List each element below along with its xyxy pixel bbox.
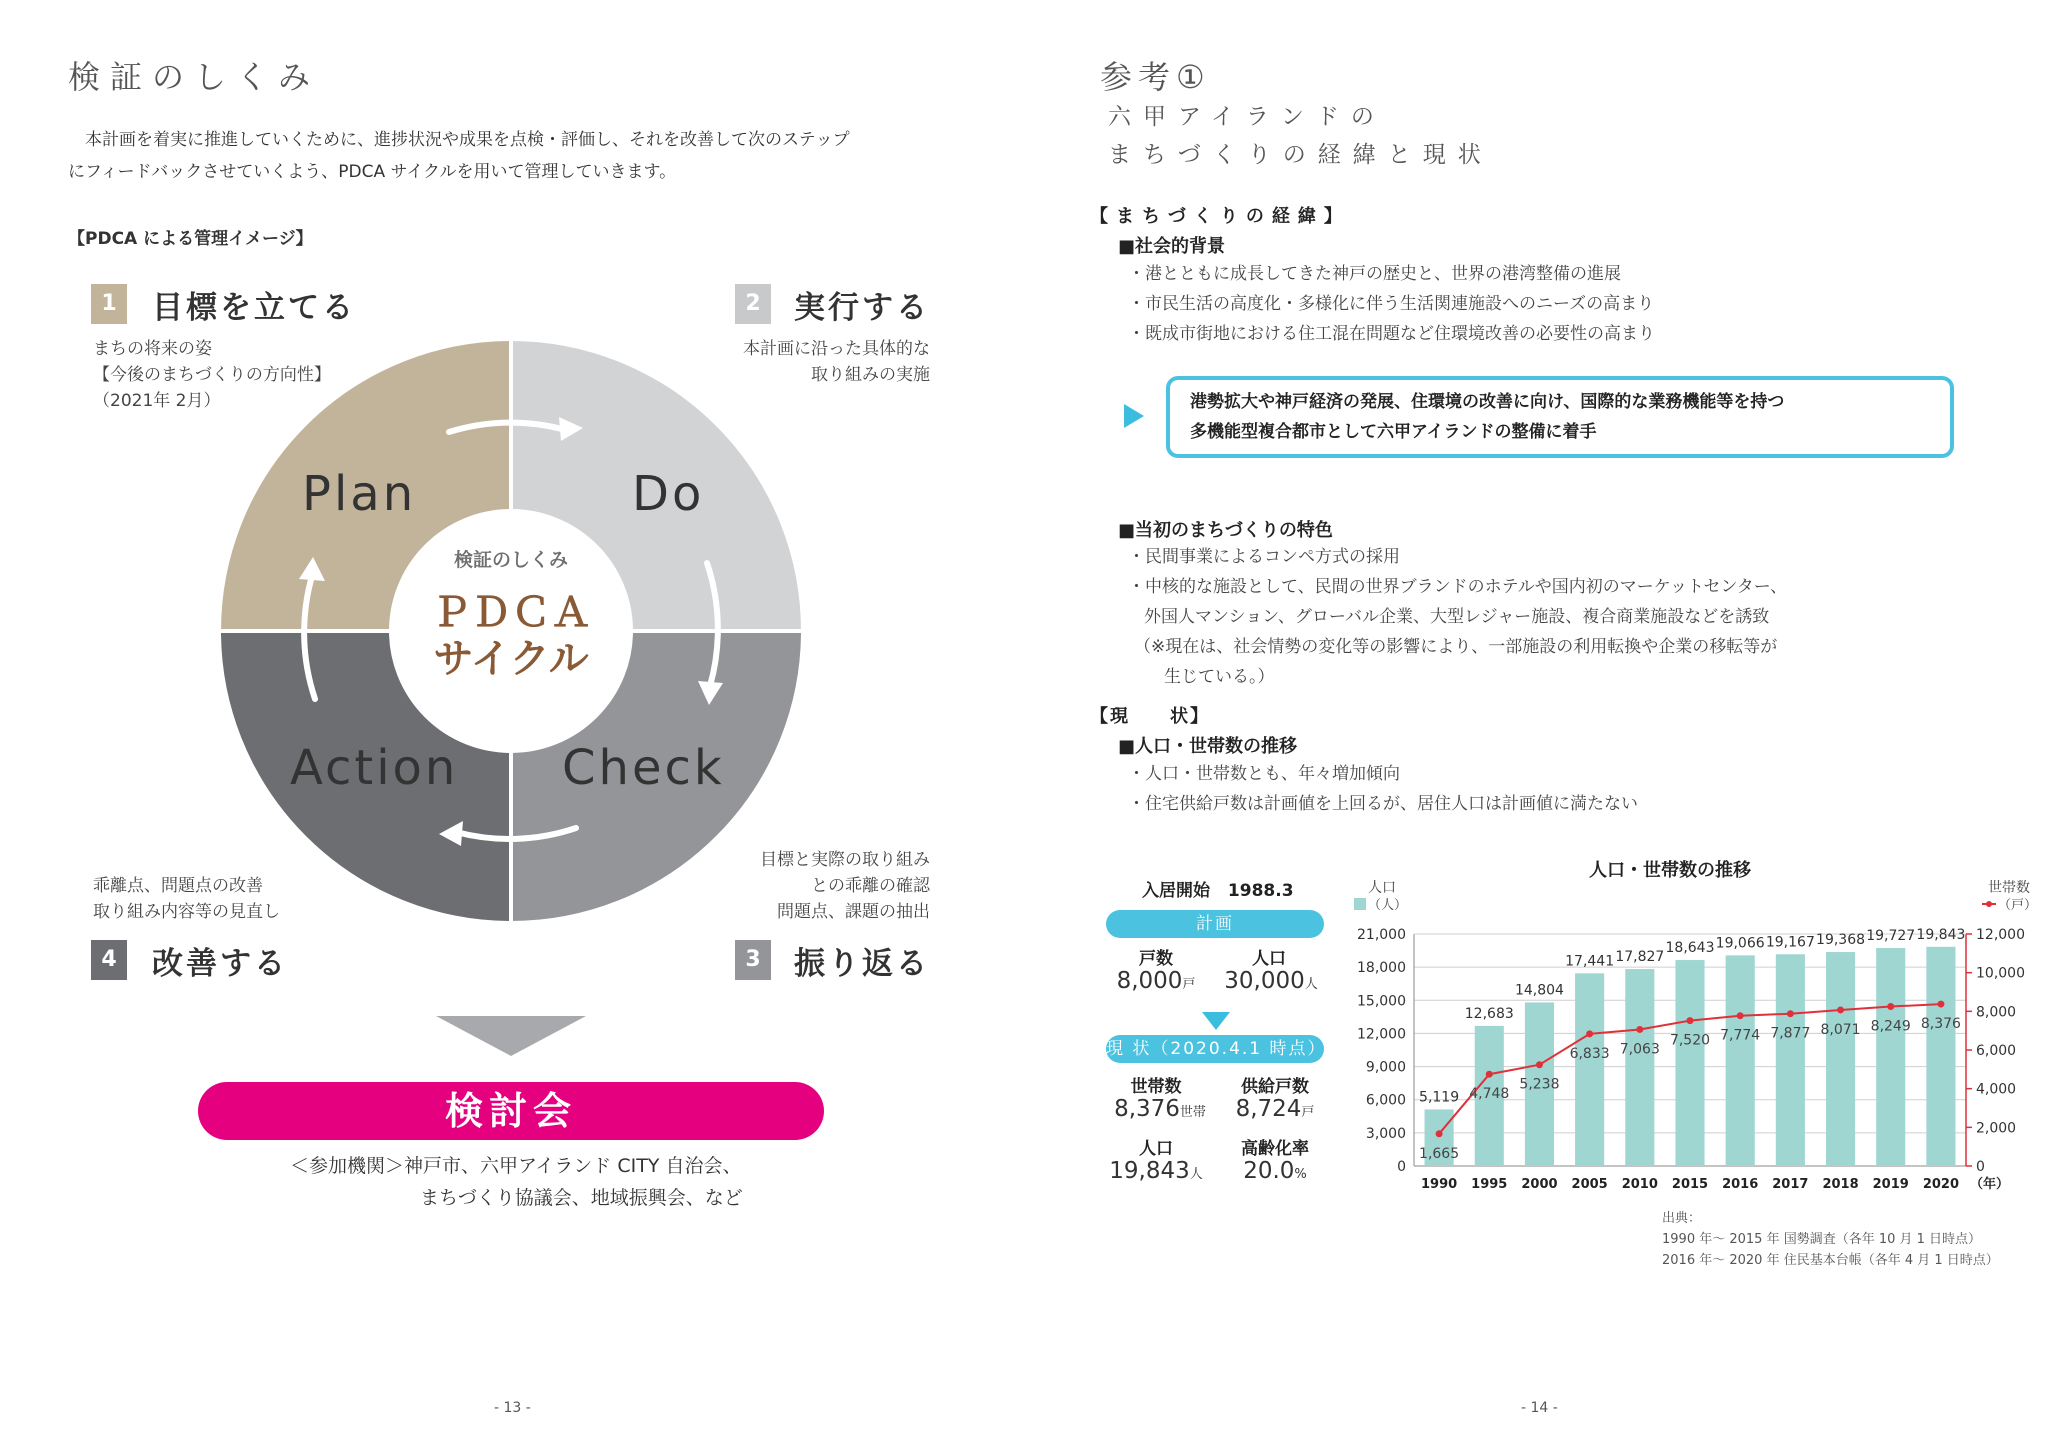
callout-line-2: 多機能型複合都市として六甲アイランドの整備に着手: [1190, 422, 1597, 442]
plan-label: Plan: [302, 466, 417, 522]
move-in-label: 入居開始: [1142, 881, 1210, 901]
unit: 人: [1304, 977, 1318, 992]
current-pill: 現 状（2020.4.1 時点）: [1106, 1035, 1324, 1063]
bar: [1625, 969, 1654, 1166]
step-3-desc-line: 問題点、課題の抽出: [777, 902, 930, 922]
x-tick-label: 2017: [1772, 1177, 1809, 1192]
list-item: ・既成市街地における住工混在問題など住環境改善の必要性の高まり: [1128, 324, 1655, 344]
line-value-label: 8,249: [1870, 1018, 1911, 1035]
bar-value-label: 17,827: [1615, 949, 1665, 966]
list-item: ・市民生活の高度化・多様化に伴う生活関連施設へのニーズの高まり: [1128, 294, 1655, 314]
x-tick-label: 2000: [1521, 1177, 1558, 1192]
y-right-tick-label: 2,000: [1976, 1120, 2017, 1137]
y-right-unit: （戸）: [1998, 898, 2038, 913]
line-point: [1536, 1061, 1543, 1068]
line-point: [1937, 1001, 1944, 1008]
subtitle-line-1: 六甲アイランドの: [1108, 104, 1386, 130]
step-4-desc-line: 乖離点、問題点の改善: [93, 876, 263, 896]
step-2-number: 2: [735, 284, 771, 324]
aging-rate-label: 高齢化率: [1241, 1139, 1309, 1159]
center-subtitle: 検証のしくみ: [453, 549, 568, 571]
list-item: ・港とともに成長してきた神戸の歴史と、世界の港湾整備の進展: [1128, 264, 1621, 284]
bar-value-label: 19,727: [1866, 928, 1916, 945]
line-point: [1486, 1071, 1493, 1078]
y-left-tick-label: 18,000: [1357, 960, 1406, 977]
pdca-heading: 【PDCA による管理イメージ】: [68, 229, 313, 249]
bar: [1776, 954, 1805, 1166]
value: 19,843: [1109, 1158, 1190, 1184]
population-heading: ■人口・世帯数の推移: [1118, 736, 1298, 757]
chart-title: 人口・世帯数の推移: [1589, 860, 1751, 881]
do-label: Do: [632, 466, 705, 522]
page-title-left: 検証のしくみ: [68, 58, 321, 96]
page-number-left: - 13 -: [494, 1400, 531, 1416]
line-point: [1586, 1030, 1593, 1037]
step-3-number: 3: [735, 940, 771, 980]
center-title-line-2: サイクル: [433, 636, 589, 682]
bar: [1575, 973, 1604, 1166]
bar-value-label: 19,368: [1816, 932, 1866, 949]
x-tick-label: 2005: [1571, 1177, 1608, 1192]
line-value-label: 7,520: [1669, 1032, 1711, 1049]
y-left-label: 人口: [1368, 880, 1396, 896]
move-in-value: 1988.3: [1227, 881, 1294, 901]
list-item: ・中核的な施設として、民間の世界ブランドのホテルや国内初のマーケットセンター、: [1128, 577, 1788, 597]
bar: [1876, 948, 1905, 1166]
y-right-tick-label: 8,000: [1976, 1004, 2017, 1021]
subtitle-line-2: まちづくりの経緯と現状: [1108, 142, 1493, 168]
line-value-label: 5,238: [1519, 1076, 1560, 1093]
x-tick-label: 2016: [1722, 1177, 1759, 1192]
bar-value-label: 19,843: [1916, 926, 1966, 943]
x-tick-label: 2010: [1621, 1177, 1658, 1192]
x-tick-label: 2019: [1872, 1177, 1909, 1192]
line-value-label: 1,665: [1419, 1145, 1460, 1162]
y-right-tick-label: 10,000: [1976, 965, 2025, 982]
step-4-desc-line: 取り組み内容等の見直し: [93, 902, 280, 922]
value: 30,000: [1224, 968, 1305, 994]
unit: 戸: [1301, 1105, 1315, 1120]
x-tick-label: 1990: [1420, 1177, 1458, 1192]
value: 8,724: [1235, 1096, 1302, 1122]
step-2-title: 実行する: [794, 290, 930, 326]
current-population-label: 人口: [1139, 1139, 1173, 1159]
list-item: ・民間事業によるコンペ方式の採用: [1128, 547, 1400, 567]
bar-value-label: 19,167: [1765, 934, 1815, 951]
unit: %: [1294, 1167, 1307, 1182]
x-axis-label: （年）: [1970, 1177, 2010, 1192]
line-value-label: 6,833: [1569, 1045, 1610, 1062]
source-note: [1662, 1208, 1999, 1271]
bar: [1675, 960, 1704, 1166]
current-heading: 【現 状】: [1090, 706, 1210, 727]
bar-value-label: 12,683: [1464, 1005, 1514, 1022]
y-right-label: 世帯数: [1988, 880, 2030, 896]
callout-line-1: 港勢拡大や神戸経済の発展、住環境の改善に向け、国際的な業務機能等を持つ: [1190, 392, 1785, 412]
bar-value-label: 5,119: [1419, 1089, 1460, 1106]
step-3-desc-line: 目標と実際の取り組み: [760, 850, 930, 870]
line-value-label: 8,071: [1820, 1021, 1861, 1038]
step-4-number: 4: [91, 940, 127, 980]
step-1-desc-line: （2021年 2月）: [93, 391, 221, 411]
y-left-unit: （人）: [1368, 898, 1408, 913]
y-right-tick-label: 0: [1976, 1159, 1985, 1175]
list-item: ・人口・世帯数とも、年々増加傾向: [1128, 764, 1400, 784]
bar: [1826, 952, 1855, 1166]
x-tick-label: 1995: [1471, 1177, 1508, 1192]
review-meeting-banner: 検討会: [198, 1082, 824, 1140]
y-left-tick-label: 21,000: [1357, 927, 1406, 943]
y-left-tick-label: 15,000: [1357, 993, 1406, 1010]
line-point: [1436, 1130, 1443, 1137]
bar: [1926, 947, 1955, 1166]
unit: 人: [1189, 1167, 1203, 1182]
action-label: Action: [290, 740, 459, 796]
legend-households-marker: [1986, 901, 1992, 907]
step-1-number: 1: [91, 284, 127, 324]
bar: [1726, 955, 1755, 1166]
step-3-desc-line: との乖離の確認: [811, 876, 930, 896]
step-2-desc-line: 取り組みの実施: [811, 365, 930, 385]
line-value-label: 8,376: [1920, 1016, 1961, 1033]
line-point: [1837, 1006, 1844, 1013]
step-1-desc-line: まちの将来の姿: [93, 339, 212, 359]
value: 8,000: [1116, 968, 1183, 994]
bar-value-label: 17,441: [1565, 953, 1615, 970]
center-title-line-1: ＰＤＣＡ: [431, 590, 591, 636]
list-item: ・住宅供給戸数は計画値を上回るが、居住人口は計画値に満たない: [1128, 794, 1638, 814]
y-right-tick-label: 12,000: [1976, 927, 2025, 943]
line-value-label: 4,748: [1469, 1086, 1510, 1103]
source-line: 1990 年～ 2015 年 国勢調査（各年 10 月 1 日時点）: [1662, 1232, 1982, 1247]
page-number-right: - 14 -: [1521, 1400, 1558, 1416]
check-label: Check: [562, 740, 725, 796]
line-point: [1787, 1010, 1794, 1017]
y-left-tick-label: 12,000: [1357, 1026, 1406, 1043]
list-item: 生じている。）: [1164, 667, 1275, 687]
step-1-title: 目標を立てる: [152, 290, 356, 326]
y-left-tick-label: 6,000: [1365, 1092, 1406, 1109]
value: 8,376: [1114, 1096, 1180, 1122]
line-point: [1887, 1003, 1894, 1010]
list-item: 外国人マンション、グローバル企業、大型レジャー施設、複合商業施設などを誘致: [1144, 607, 1770, 627]
unit: 戸: [1182, 977, 1196, 992]
bar-value-label: 14,804: [1514, 982, 1564, 999]
y-right-tick-label: 6,000: [1976, 1043, 2017, 1059]
participants-line-1: ＜参加機関＞神戸市、六甲アイランド CITY 自治会、: [290, 1155, 742, 1177]
plan-pill: 計画: [1106, 910, 1324, 938]
line-value-label: 7,063: [1619, 1041, 1660, 1058]
supply-label: 供給戸数: [1241, 1077, 1309, 1097]
y-right-tick-label: 4,000: [1976, 1081, 2017, 1098]
plan-population-label: 人口: [1252, 949, 1286, 969]
y-left-tick-label: 9,000: [1365, 1059, 1406, 1076]
plan-units-label: 戸数: [1139, 949, 1173, 969]
y-left-tick-label: 3,000: [1365, 1125, 1406, 1142]
history-heading: 【まちづくりの経緯】: [1090, 206, 1350, 227]
line-value-label: 7,774: [1720, 1027, 1761, 1044]
list-item: （※現在は、社会情勢の変化等の影響により、一部施設の利用転換や企業の移転等が: [1134, 637, 1778, 657]
participants-line-2: まちづくり協議会、地域振興会、など: [420, 1187, 743, 1209]
legend-population-swatch: [1354, 898, 1366, 910]
unit: 世帯: [1179, 1105, 1206, 1120]
step-1-desc-line: 【今後のまちづくりの方向性】: [93, 365, 331, 385]
step-2-desc-line: 本計画に沿った具体的な: [743, 339, 930, 359]
bar-value-label: 19,066: [1715, 935, 1765, 952]
x-tick-label: 2015: [1671, 1177, 1709, 1192]
line-point: [1737, 1012, 1744, 1019]
line-point: [1687, 1017, 1694, 1024]
features-heading: ■当初のまちづくりの特色: [1118, 520, 1333, 541]
page-title-right: 参考①: [1100, 58, 1211, 96]
source-line: 2016 年～ 2020 年 住民基本台帳（各年 4 月 1 日時点）: [1662, 1253, 1999, 1268]
source-line: 出典：: [1662, 1211, 1702, 1226]
bar-value-label: 18,643: [1665, 940, 1715, 957]
x-tick-label: 2020: [1922, 1177, 1960, 1192]
households-label: 世帯数: [1130, 1077, 1182, 1097]
line-value-label: 7,877: [1770, 1025, 1811, 1042]
social-heading: ■社会的背景: [1118, 236, 1226, 257]
y-left-tick-label: 0: [1397, 1159, 1406, 1175]
value: 20.0: [1243, 1158, 1295, 1184]
step-3-title: 振り返る: [794, 946, 930, 982]
step-4-title: 改善する: [152, 946, 288, 982]
x-tick-label: 2018: [1822, 1177, 1859, 1192]
intro-line-1: 本計画を着実に推進していくために、進捗状況や成果を点検・評価し、それを改善して次のステップ: [85, 130, 850, 150]
intro-line-2: にフィードバックさせていくよう、PDCA サイクルを用いて管理していきます。: [68, 162, 677, 182]
line-point: [1636, 1026, 1643, 1033]
